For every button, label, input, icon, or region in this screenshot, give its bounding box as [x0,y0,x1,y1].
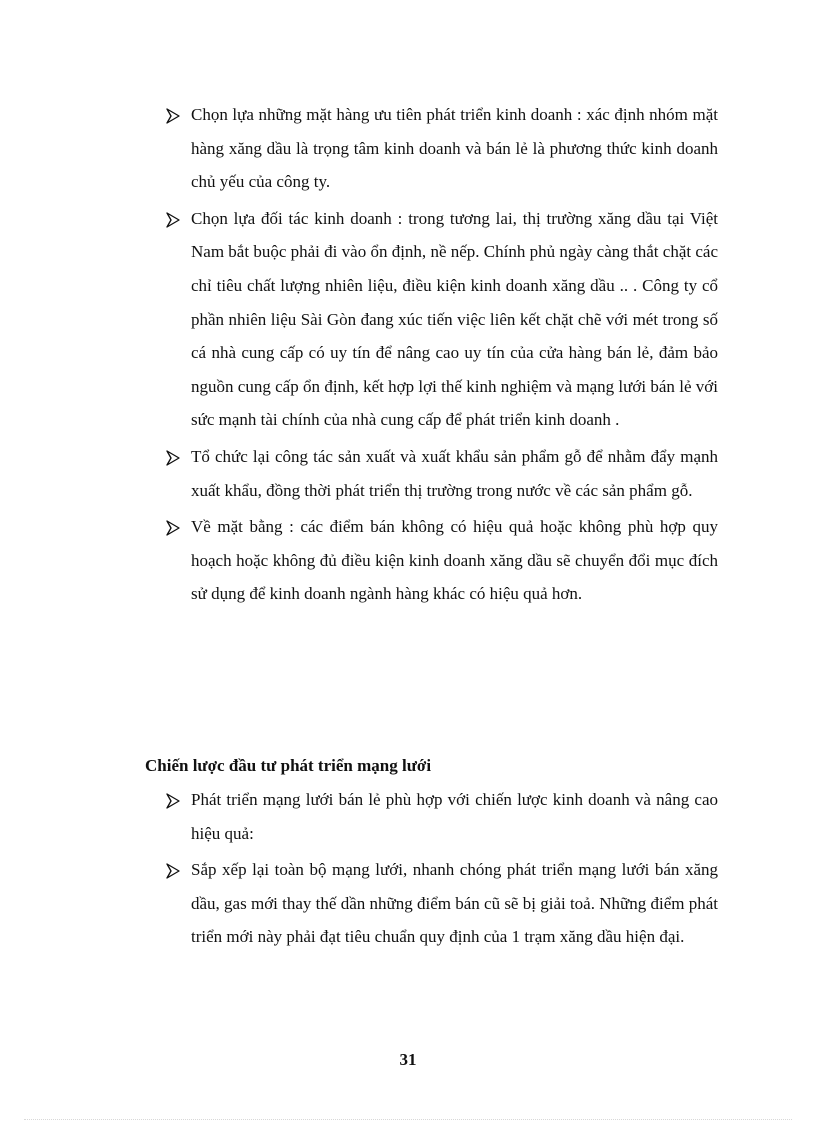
arrowhead-bullet-icon [165,520,181,536]
list-item [163,202,718,437]
bullet-text: Sắp xếp lại toàn bộ mạng lưới, nhanh chóng phát triển mạng lưới bán xăng dầu, gas mới thay thế dần những điểm bán cũ sẽ bị giải toả. Những điểm phát triển mới này phải đạt tiêu chuẩn quy định của 1 trạm xăng dầu hiện đại. [191,860,718,947]
bullet-list-network [163,783,718,957]
arrowhead-bullet-icon [165,108,181,124]
arrowhead-bullet-icon [165,450,181,466]
list-item [163,510,718,611]
arrowhead-bullet-icon [165,212,181,228]
section-heading: Chiến lược đầu tư phát triển mạng lưới [145,756,432,775]
page-bottom-divider [24,1119,792,1120]
arrowhead-bullet-icon [165,863,181,879]
bullet-text: Chọn lựa những mặt hàng ưu tiên phát triển kinh doanh : xác định nhóm mặt hàng xăng dầu là trọng tâm kinh doanh và bán lẻ là phương thức kinh doanh chủ yếu của công ty. [191,105,718,192]
bullet-list-strategy [163,98,718,614]
page-number: 31 [399,1050,417,1069]
arrowhead-bullet-icon [165,793,181,809]
bullet-text: Tổ chức lại công tác sản xuất và xuất khẩu sản phẩm gỗ để nhằm đẩy mạnh xuất khẩu, đồng thời phát triển thị trường trong nước về các sản phẩm gỗ. [191,446,718,500]
bullet-text: Chọn lựa đối tác kinh doanh : trong tương lai, thị trường xăng dầu tại Việt Nam bắt buộc phải đi vào ổn định, nề nếp. Chính phủ ngày càng thắt chặt các chỉ tiêu chất lượng nhiên liệu, điều kiện kinh doanh xăng dầu .. . Công ty cổ phần nhiên liệu Sài Gòn đang xúc tiến việc liên kết chặt chẽ với mét trong số cá nhà cung cấp có uy tín để nâng cao uy tín của cửa hàng bán lẻ, đảm bảo nguồn cung cấp ổn định, kết hợp lợi thế kinh nghiệm và mạng lưới bán lẻ với sức mạnh tài chính của nhà cung cấp để phát triển kinh doanh . [191,208,718,430]
list-item [163,440,718,507]
list-item [163,853,718,954]
list-item [163,98,718,199]
bullet-text: Phát triển mạng lưới bán lẻ phù hợp với chiến lược kinh doanh và nâng cao hiệu quả: [191,790,718,843]
list-item [163,783,718,850]
bullet-text: Về mặt bằng : các điểm bán không có hiệu quả hoặc không phù hợp quy hoạch hoặc không đủ điều kiện kinh doanh xăng dầu sẽ chuyển đổi mục đích sử dụng để kinh doanh ngành hàng khác có hiệu quả hơn. [191,517,718,604]
